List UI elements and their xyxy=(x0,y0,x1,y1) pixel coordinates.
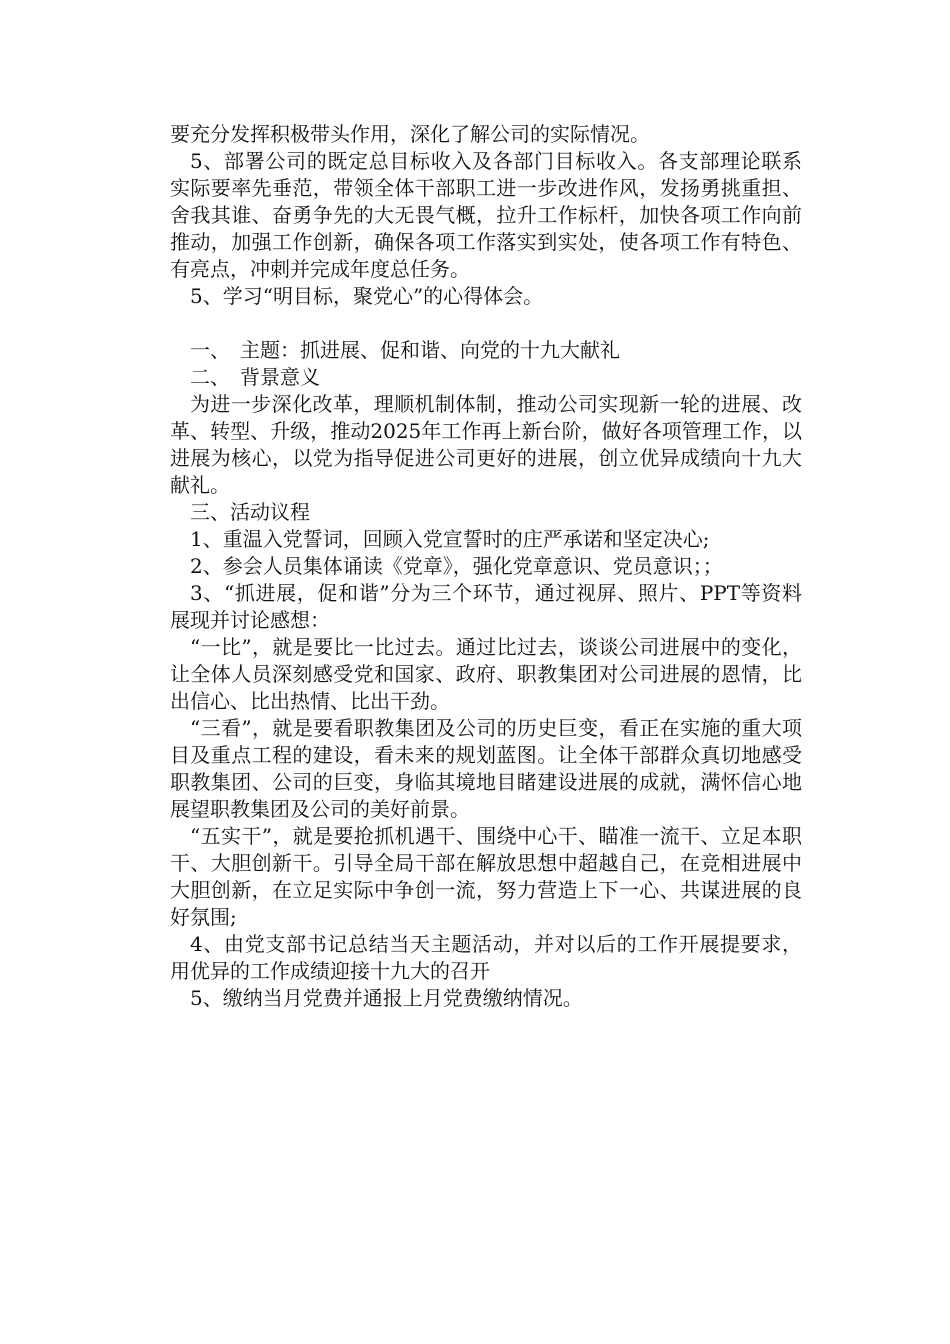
paragraph-wu-shi-gan: “五实干”，就是要抢抓机遇干、围绕中心干、瞄准一流干、立足本职干、大胆创新干。引导全局干部在解放思想中超越自己，在竞相进展中大胆创新，在立足实际中争创一流，努力营造上下一心、共谋进展的良好氛围; xyxy=(170,824,802,929)
section-heading-agenda: 三、活动议程 xyxy=(190,500,310,524)
paragraph-yi-bi: “一比”，就是要比一比过去。通过比过去，谈谈公司进展中的变化，让全体人员深刻感受党和国家、政府、职教集团对公司进展的恩情，比出信心、比出热情、比出干劲。 xyxy=(170,635,802,713)
paragraph-continuation: 要充分发挥积极带头作用，深化了解公司的实际情况。 xyxy=(170,122,650,146)
agenda-item-3: 3、“抓进展，促和谐”分为三个环节，通过视屏、照片、PPT等资料展现并讨论感想： xyxy=(170,581,802,632)
agenda-item-5: 5、缴纳当月党费并通报上月党费缴纳情况。 xyxy=(190,986,583,1010)
section-heading-background: 二、 背景意义 xyxy=(190,365,320,389)
agenda-item-4: 4、由党支部书记总结当天主题活动，并对以后的工作开展提要求，用优异的工作成绩迎接十九大的召开 xyxy=(170,932,802,983)
agenda-item-1: 1、重温入党誓词，回顾入党宣誓时的庄严承诺和坚定决心; xyxy=(190,527,710,551)
paragraph-item-5-deploy: 5、部署公司的既定总目标收入及各部门目标收入。各支部理论联系实际要率先垂范，带领全体干部职工进一步改进作风，发扬勇挑重担、舍我其谁、奋勇争先的大无畏气概，拉升工作标杆，加快各项工作向前推动，加强工作创新，确保各项工作落实到实处，使各项工作有特色、有亮点，冲刺并完成年度总任务。 xyxy=(170,149,802,281)
document-page xyxy=(170,121,802,1012)
paragraph-background: 为进一步深化改革，理顺机制体制，推动公司实现新一轮的进展、改革、转型、升级，推动2025年工作再上新台阶，做好各项管理工作，以进展为核心，以党为指导促进公司更好的进展，创立优异成绩向十九大献礼。 xyxy=(170,392,802,497)
blank-line xyxy=(170,310,802,337)
paragraph-san-kan: “三看”，就是要看职教集团及公司的历史巨变，看正在实施的重大项目及重点工程的建设，看未来的规划蓝图。让全体干部群众真切地感受职教集团、公司的巨变，身临其境地目睹建设进展的成就，满怀信心地展望职教集团及公司的美好前景。 xyxy=(170,716,802,821)
paragraph-item-5-study: 5、学习“明目标，聚党心”的心得体会。 xyxy=(190,284,544,308)
section-heading-theme: 一、 主题：抓进展、促和谐、向党的十九大献礼 xyxy=(190,338,620,362)
agenda-item-2: 2、参会人员集体诵读《党章》，强化党章意识、党员意识；； xyxy=(190,554,723,578)
